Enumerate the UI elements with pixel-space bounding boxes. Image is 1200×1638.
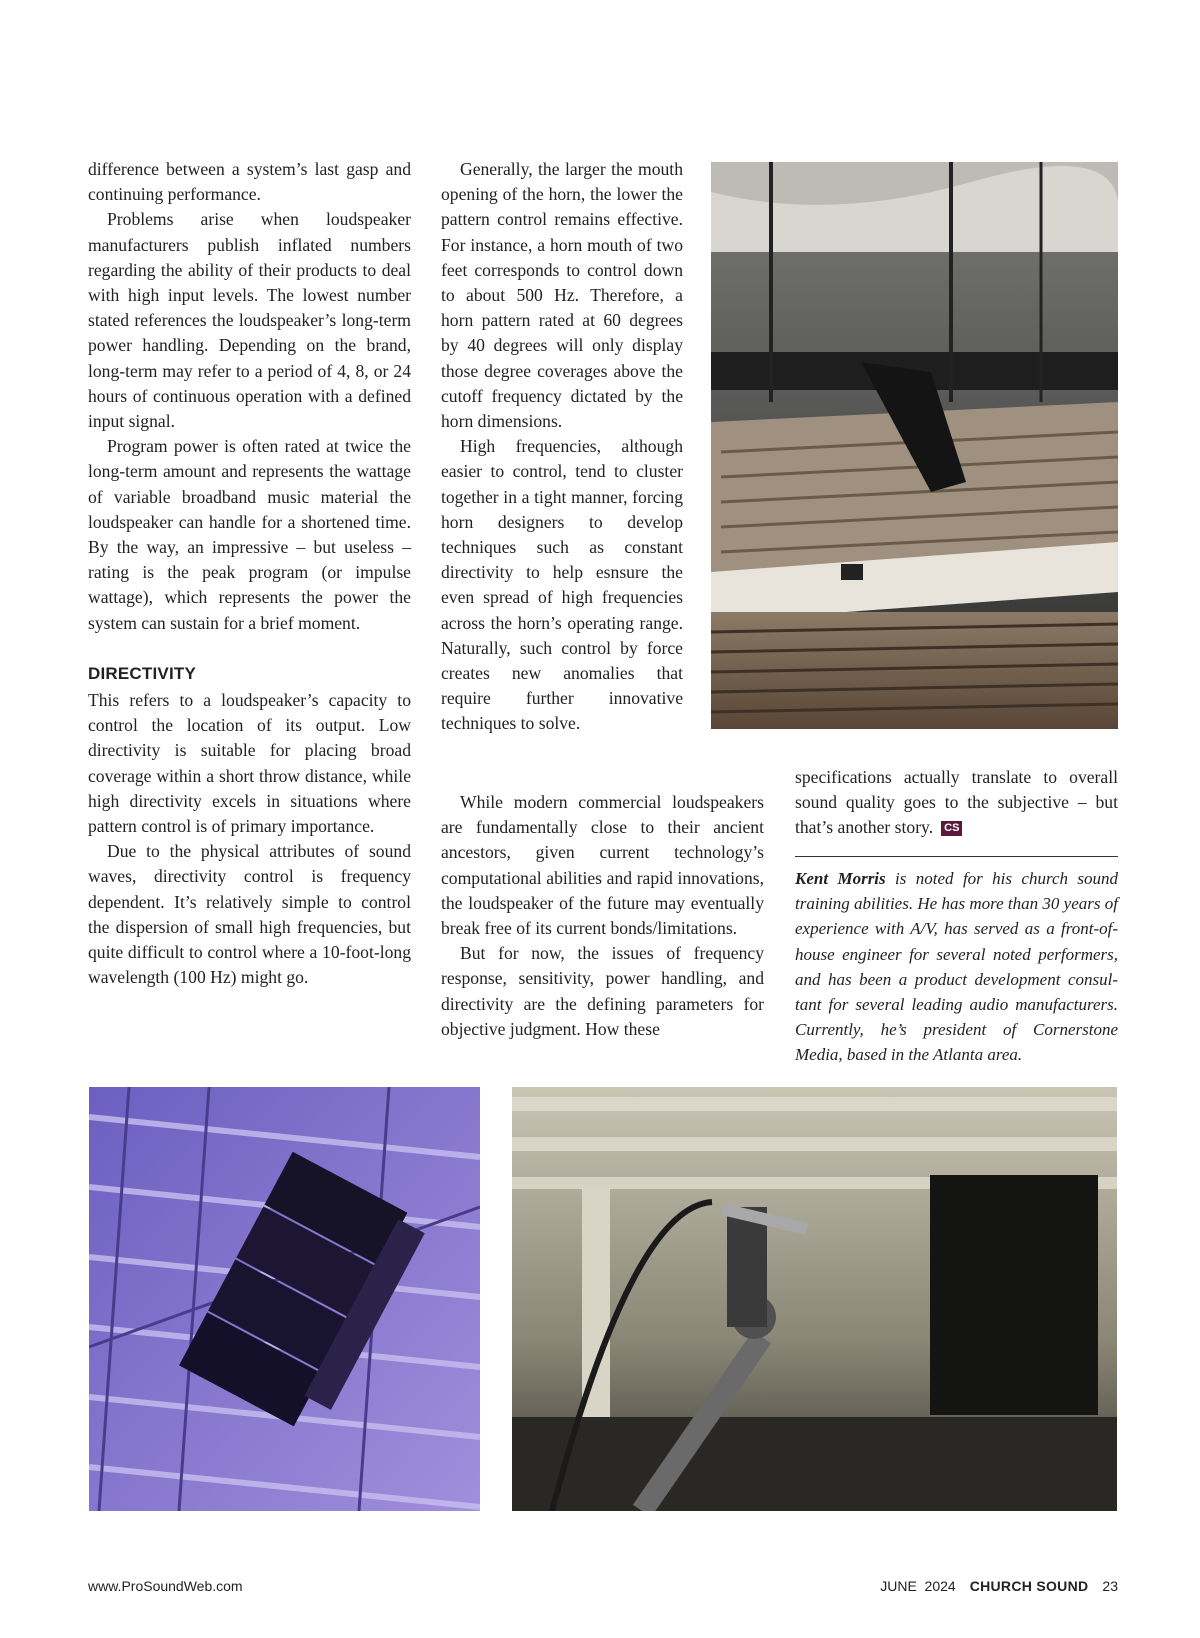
paragraph: Due to the physical attributes of sound waves, directivity control is frequency dependent. It’s relatively simple to control the dispersion of small high frequencies, but quite difficult to control where a 10-foot-long wavelength (100 Hz) might go. [88,841,411,988]
author-bio [795,866,1118,1068]
bio-divider [795,856,1118,857]
author-bio-text: is noted for his church sound training abilities. He has more than 30 years of experience with A/V, has served as a front-of-house engineer for several noted performers, and has been a product development consultant for several leading audio manufacturers. Currently, he’s president of Cornerstone Media, based in the Atlanta area. [795,869,1119,1065]
paragraph: But for now, the issues of frequency response, sensitivity, power handling, and directivity are the defining parameters for objective judgment. How these [441,943,764,1039]
footer-issue: JUNE 2024 [880,1578,956,1594]
article-column-2-continued [441,790,764,1042]
auditorium-photo [711,162,1118,729]
footer-website: www.ProSoundWeb.com [88,1578,243,1594]
article-column-3 [795,765,1118,841]
line-array-photo [89,1087,480,1511]
paragraph: difference between a system’s last gasp and continuing performance. [88,159,411,205]
measurement-mic-photo [512,1087,1117,1511]
closing-text: specifications actually translate to overall sound quality goes to the subjective – but that’s another story. [795,767,1118,838]
paragraph: While modern commercial loudspeakers are fundamentally close to their ancient ancestors, given current technology’s computational abilities and rapid innovations, the loudspeaker of the future may eventually break free of its current bonds/limitations. [441,792,764,939]
end-mark-badge: CS [941,821,962,836]
paragraph: Generally, the larger the mouth opening of the horn, the lower the pattern control remains effective. For instance, a horn mouth of two feet corresponds to control down to about 500 Hz. Therefore, a horn pattern rated at 60 degrees by 40 degrees will only display those degree coverages above the cutoff frequency dictated by the horn dimensions. [441,159,683,432]
article-column-1 [88,157,411,991]
paragraph [795,765,1118,841]
paragraph: Program power is often rated at twice the long-term amount and represents the wattage of variable broadband music material the loudspeaker can handle for a shortened time. By the way, an impressive – but useless – rating is the peak program (or impulse wattage), which represents the power the system can sustain for a brief moment. [88,436,411,633]
page-number: 23 [1102,1578,1118,1594]
article-column-2 [441,157,683,737]
footer-info [866,1578,1118,1594]
footer-magazine: CHURCH SOUND [969,1578,1089,1594]
paragraph: This refers to a loudspeaker’s capacity to control the location of its output. Low directivity is suitable for placing broad coverage within a short throw distance, while high directivity excels in situations where pattern control is of primary importance. [88,690,411,837]
paragraph: Problems arise when loudspeaker manufacturers publish inflated numbers regarding the ability of their products to deal with high input levels. The lowest number stated references the loudspeaker’s long-term power handling. Depending on the brand, long-term may refer to a period of 4, 8, or 24 hours of continuous operation with a defined input signal. [88,209,411,432]
author-name: Kent Morris [795,869,886,888]
paragraph: High frequencies, although easier to control, tend to cluster together in a tight manner, forcing horn designers to develop techniques such as constant directivity to help esnsure the even spread of high frequencies across the horn’s operating range. Naturally, such control by force creates new anomalies that require further innovative techniques to solve. [441,436,683,734]
section-heading: DIRECTIVITY [88,663,196,683]
